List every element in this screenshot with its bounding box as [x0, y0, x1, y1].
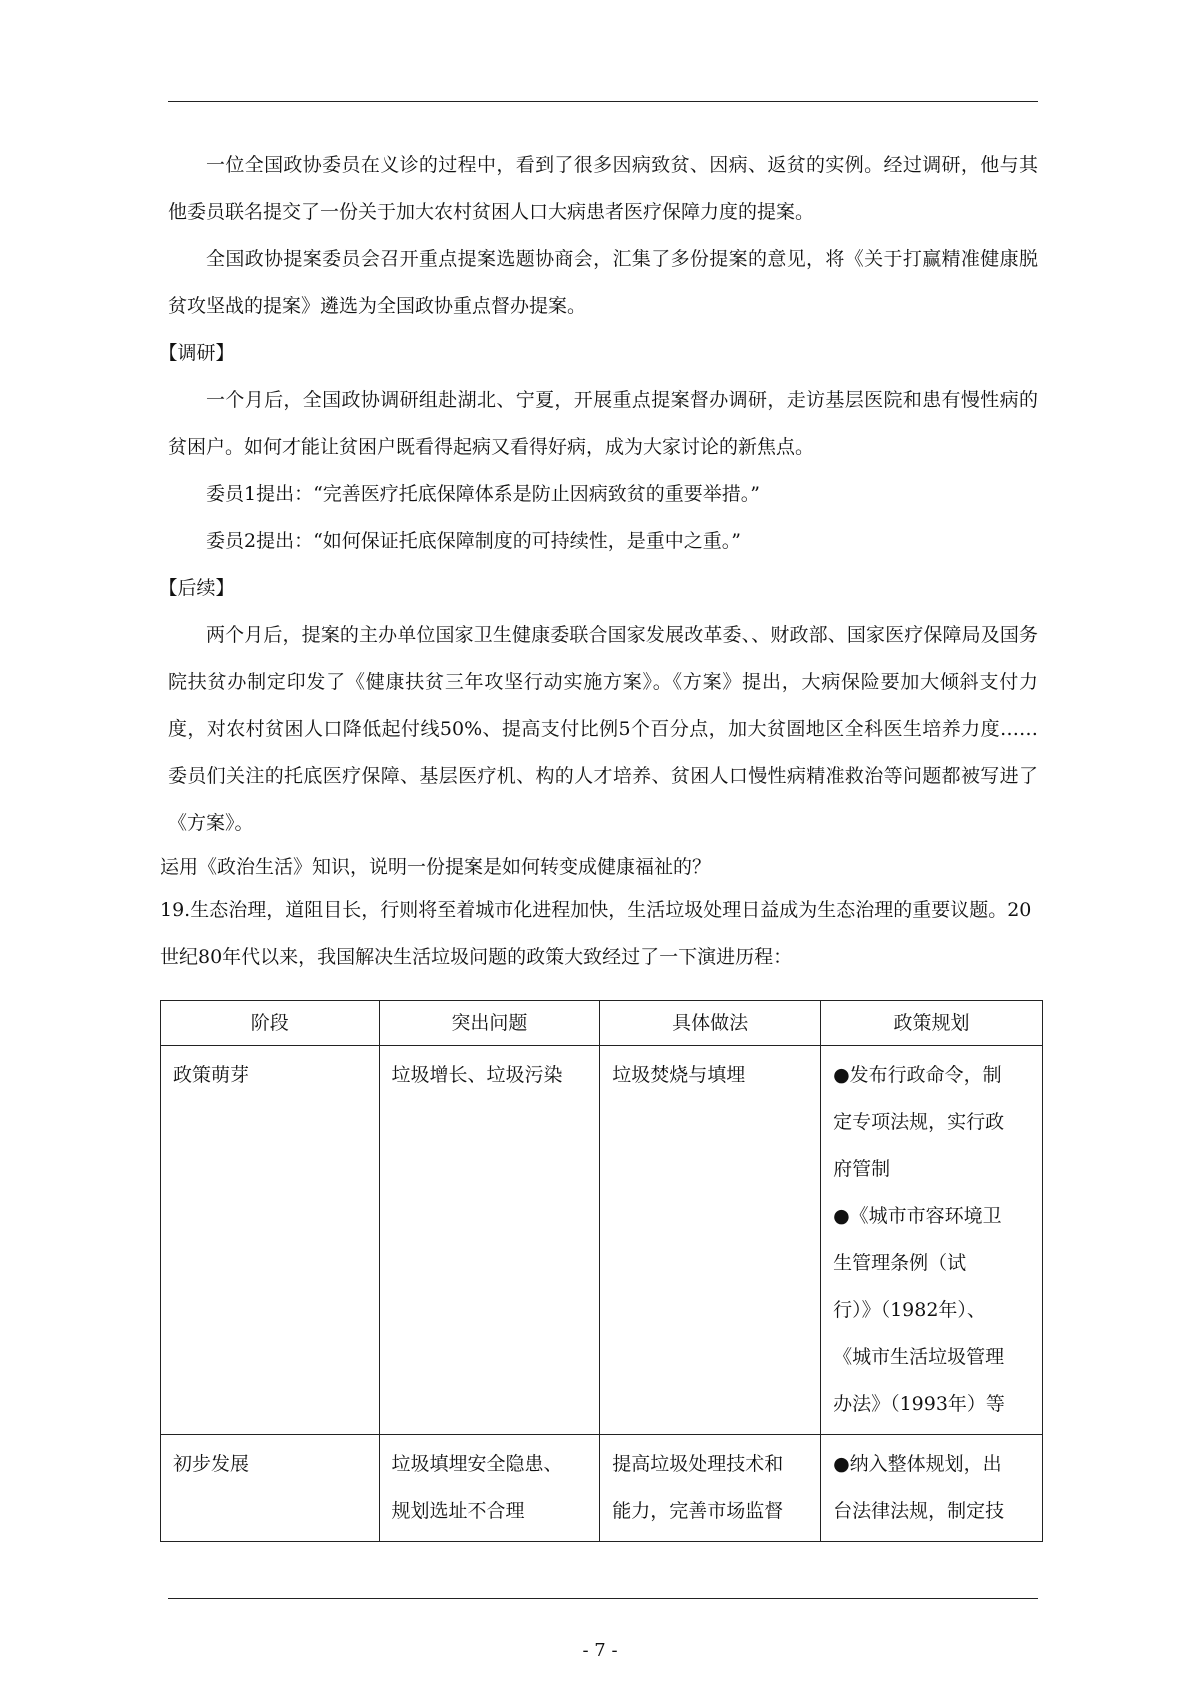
header-stage: 阶段 — [161, 1001, 380, 1046]
policy-line: 府管制 — [833, 1158, 891, 1180]
header-practice: 具体做法 — [600, 1001, 821, 1046]
policy-line: 《城市生活垃圾管理 — [833, 1346, 1005, 1368]
cell-policy — [821, 1435, 1043, 1542]
page-number: - 7 - — [582, 1640, 618, 1661]
document-body — [158, 142, 1038, 981]
cell-practice: 垃圾焚烧与填埋 — [600, 1046, 821, 1435]
header-rule — [168, 101, 1038, 102]
policy-line: 办法》（1993年）等 — [833, 1393, 1005, 1415]
policy-line: ●发布行政命令，制 — [833, 1064, 1002, 1086]
header-problem: 突出问题 — [379, 1001, 600, 1046]
practice-line: 提高垃圾处理技术和 — [612, 1453, 784, 1475]
problem-line: 垃圾填埋安全隐患、 — [391, 1453, 563, 1475]
policy-line: ●《城市市容环境卫 — [833, 1205, 1002, 1227]
table-row — [161, 1435, 1043, 1542]
paragraph-5: 委员2提出：“如何保证托底保障制度的可持续性，是重中之重。” — [206, 530, 742, 552]
policy-line: 台法律法规，制定技 — [833, 1500, 1005, 1522]
table-header-row — [161, 1001, 1043, 1046]
cell-stage: 初步发展 — [161, 1435, 380, 1542]
cell-problem — [379, 1435, 600, 1542]
paragraph-6: 两个月后，提案的主办单位国家卫生健康委联合国家发展改革委、、财政部、国家医疗保障局及国务院扶贫办制定印发了《健康扶贫三年攻坚行动实施方案》。《方案》提出，大病保险要加大倾斜支付力度，对农村贫困人口降低起付线50%、提高支付比例5个百分点，加大贫圄地区全科医生培养力度……委员们关注的托底医疗保障、基层医疗机、构的人才培养、贫困人口慢性病精准救治等问题都被写进了《方案》。 — [168, 624, 1038, 834]
section-heading-research: 【调研】 — [158, 342, 235, 364]
cell-problem: 垃圾增长、垃圾污染 — [379, 1046, 600, 1435]
problem-line: 规划选址不合理 — [391, 1500, 525, 1522]
header-policy: 政策规划 — [821, 1001, 1043, 1046]
policy-stages-table — [160, 1000, 1043, 1542]
cell-policy — [821, 1046, 1043, 1435]
policy-line: ●纳入整体规划，出 — [833, 1453, 1002, 1475]
cell-practice — [600, 1435, 821, 1542]
practice-line: 能力，完善市场监督 — [612, 1500, 784, 1522]
section-heading-followup: 【后续】 — [158, 577, 235, 599]
footer-rule — [168, 1598, 1038, 1599]
table-row — [161, 1046, 1043, 1435]
paragraph-3: 一个月后，全国政协调研组赴湖北、宁夏，开展重点提案督办调研，走访基层医院和患有慢性病的贫困户。如何才能让贫困户既看得起病又看得好病，成为大家讨论的新焦点。 — [168, 389, 1038, 458]
paragraph-2: 全国政协提案委员会召开重点提案选题协商会，汇集了多份提案的意见，将《关于打赢精准健康脱贫攻坚战的提案》遴选为全国政协重点督办提案。 — [168, 248, 1038, 317]
paragraph-4: 委员1提出：“完善医疗托底保障体系是防止因病致贫的重要举措。” — [206, 483, 761, 505]
policy-line: 定专项法规，实行政 — [833, 1111, 1005, 1133]
cell-stage: 政策萌芽 — [161, 1046, 380, 1435]
question-18: 运用《政治生活》知识，说明一份提案是如何转变成健康福祉的？ — [160, 856, 712, 878]
policy-line: 行）》（1982年）、 — [833, 1299, 986, 1321]
question-19: 19.生态治理，道阻目长，行则将至着城市化进程加快，生活垃圾处理日益成为生态治理的重要议题。20世纪80年代以来，我国解决生活垃圾问题的政策大致经过了一下演进历程： — [160, 899, 1032, 968]
policy-line: 生管理条例（试 — [833, 1252, 967, 1274]
paragraph-1: 一位全国政协委员在义诊的过程中，看到了很多因病致贫、因病、返贫的实例。经过调研，他与其他委员联名提交了一份关于加大农村贫困人口大病患者医疗保障力度的提案。 — [168, 154, 1038, 223]
